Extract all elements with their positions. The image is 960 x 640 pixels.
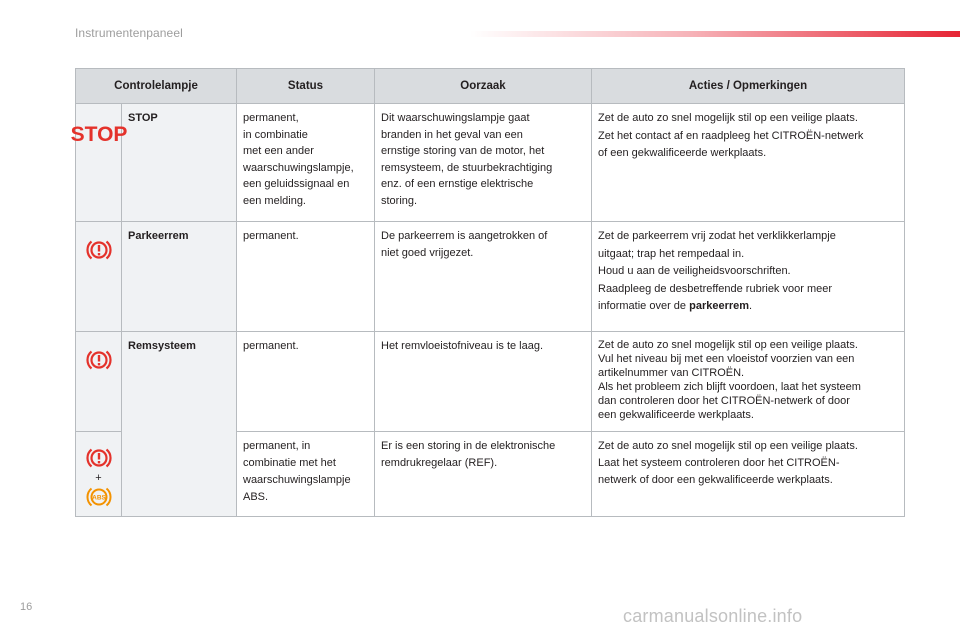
svg-text:ABS: ABS bbox=[91, 494, 106, 502]
icon-cell bbox=[70, 104, 127, 222]
cause-cell: De parkeerrem is aangetrokken of niet goed vrijgezet. bbox=[375, 222, 592, 332]
plus-sign: + bbox=[95, 472, 102, 484]
stop-warning-icon bbox=[70, 122, 127, 146]
actions-cell: Zet de auto zo snel mogelijk stil op een veilige plaats. Laat het systeem controleren door het CITROËN- netwerk of door een gekwalificeerde werkplaats. bbox=[592, 432, 905, 517]
brake-warning-icon bbox=[84, 446, 114, 470]
brake-warning-icon bbox=[84, 348, 114, 372]
status-cell: permanent. bbox=[237, 332, 375, 432]
control-name: Remsysteem bbox=[122, 332, 237, 517]
page-number: 16 bbox=[20, 601, 33, 613]
abs-warning-icon bbox=[84, 485, 114, 509]
actions-cell: Zet de auto zo snel mogelijk stil op een veilige plaats. Zet het contact af en raadpleeg het CITROËN-netwerk of een gekwalificeerde werkplaats. bbox=[592, 104, 905, 222]
column-header-controlelampje: Controlelampje bbox=[76, 69, 237, 104]
icon-cell bbox=[76, 222, 122, 332]
icon-cell bbox=[76, 332, 122, 432]
column-header-status: Status bbox=[237, 69, 375, 104]
page-section-title: Instrumentenpaneel bbox=[75, 26, 183, 40]
actions-cell: Zet de parkeerrem vrij zodat het verklikkerlampje uitgaat; trap het rempedaal in. Houd u aan de veiligheidsvoorschriften. Raadpleeg de desbetreffende rubriek voor meer informatie over de parkeerrem. bbox=[592, 222, 905, 332]
svg-text:STOP: STOP bbox=[70, 123, 127, 146]
control-name: STOP bbox=[122, 104, 237, 222]
table-header-row bbox=[76, 69, 905, 104]
cause-cell: Er is een storing in de elektronische remdrukregelaar (REF). bbox=[375, 432, 592, 517]
table-row bbox=[76, 104, 905, 222]
header-accent-bar bbox=[470, 31, 960, 37]
column-header-acties: Acties / Opmerkingen bbox=[592, 69, 905, 104]
icon-cell bbox=[76, 432, 122, 517]
table-row bbox=[76, 222, 905, 332]
control-name: Parkeerrem bbox=[122, 222, 237, 332]
status-cell: permanent. bbox=[237, 222, 375, 332]
actions-cell: Zet de auto zo snel mogelijk stil op een veilige plaats. Vul het niveau bij met een vloeistof voorzien van een artikelnummer van CITROËN. Als het probleem zich blijft voordoen, laat het systeem dan controleren door het CITROËN-netwerk of door een gekwalificeerde werkplaats. bbox=[592, 332, 905, 432]
cause-cell: Het remvloeistofniveau is te laag. bbox=[375, 332, 592, 432]
watermark-text: carmanualsonline.info bbox=[623, 606, 803, 626]
cause-cell: Dit waarschuwingslampje gaat branden in het geval van een ernstige storing van de motor, het remsysteem, de stuurbekrachtiging enz. of een ernstige elektrische storing. bbox=[375, 104, 592, 222]
column-header-oorzaak: Oorzaak bbox=[375, 69, 592, 104]
status-cell: permanent, in combinatie met het waarschuwingslampje ABS. bbox=[237, 432, 375, 517]
warning-lights-table bbox=[70, 68, 905, 517]
brake-warning-icon bbox=[84, 238, 114, 262]
table-row bbox=[76, 332, 905, 432]
status-cell: permanent, in combinatie met een ander waarschuwingslampje, een geluidssignaal en een melding. bbox=[237, 104, 375, 222]
